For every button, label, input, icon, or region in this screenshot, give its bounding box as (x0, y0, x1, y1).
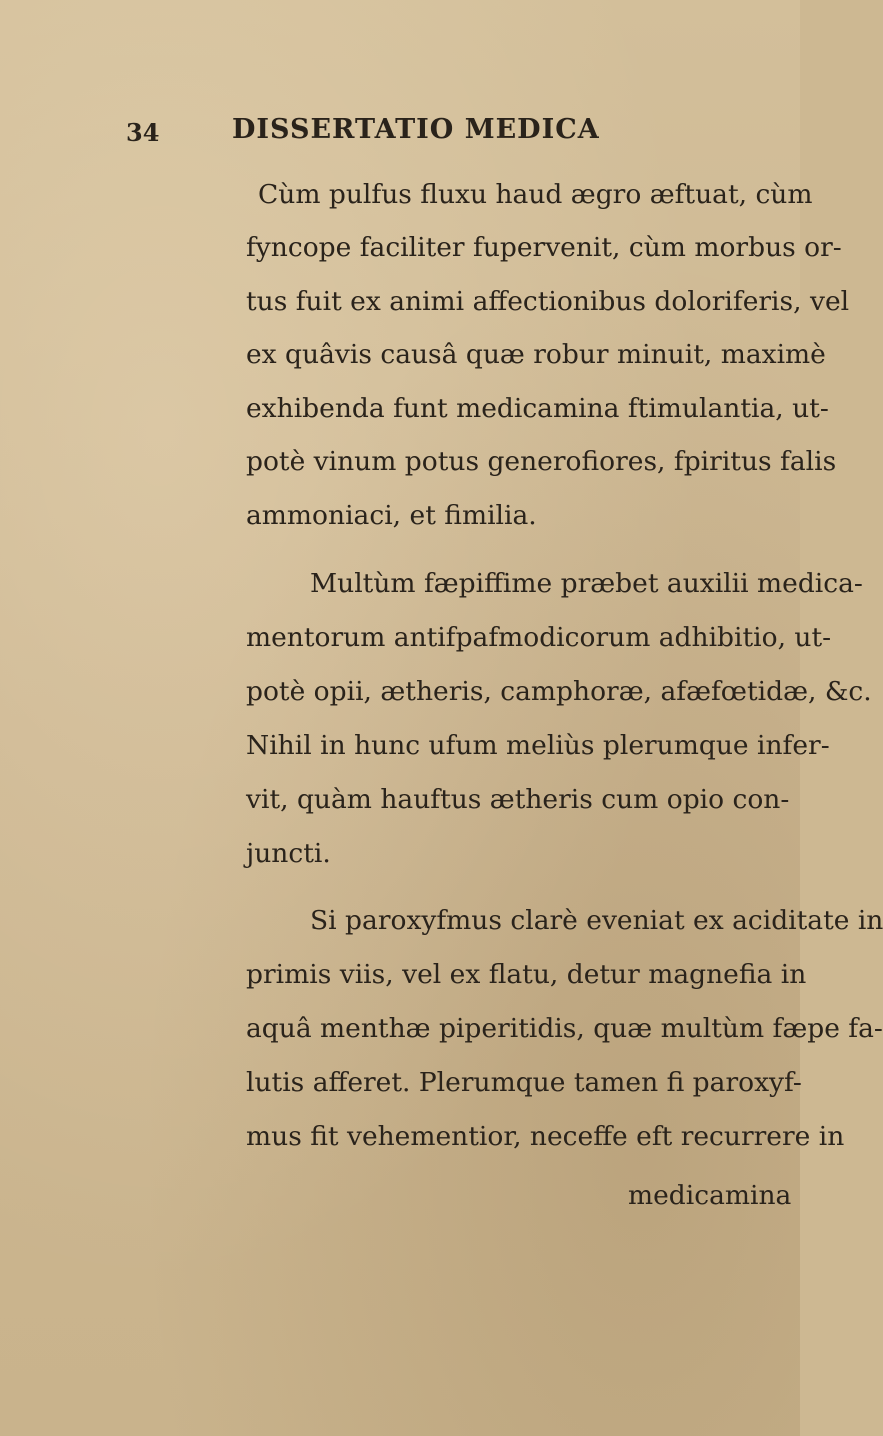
paragraph-1-line-5: exhibenda funt medicamina ftimulantia, ut- (246, 393, 829, 424)
page-number: 34 (126, 118, 160, 147)
paragraph-2-line-1: Multùm fæpiffime præbet auxilii medica- (310, 568, 863, 599)
paragraph-1-line-1: Cùm pulfus fluxu haud ægro æftuat, cùm (258, 179, 813, 210)
paragraph-2-line-4: Nihil in hunc ufum meliùs plerumque infer- (246, 730, 830, 761)
paragraph-3-line-1: Si paroxyfmus clarè eveniat ex aciditate in (310, 905, 883, 936)
paragraph-1-line-7: ammoniaci, et fimilia. (246, 500, 537, 531)
paragraph-3-line-2: primis viis, vel ex flatu, detur magnefia in (246, 959, 807, 990)
paragraph-1-line-3: tus fuit ex animi affectionibus doloriferis, vel (246, 286, 850, 317)
paragraph-2-line-2: mentorum antifpafmodicorum adhibitio, ut- (246, 622, 832, 653)
paragraph-2-line-3: potè opii, ætheris, camphoræ, afæfœtidæ, &c. (246, 676, 872, 707)
paragraph-1-line-2: fyncope faciliter fupervenit, cùm morbus or- (246, 232, 842, 263)
paragraph-2-line-6: juncti. (246, 838, 331, 869)
paragraph-1-line-4: ex quâvis causâ quæ robur minuit, maximè (246, 339, 826, 370)
paragraph-3-line-3: aquâ menthæ piperitidis, quæ multùm fæpe fa- (246, 1013, 883, 1044)
paragraph-3-line-4: lutis afferet. Plerumque tamen fi paroxyf- (246, 1067, 802, 1098)
running-title: DISSERTATIO MEDICA (232, 114, 600, 145)
paragraph-2-line-5: vit, quàm hauftus ætheris cum opio con- (246, 784, 790, 815)
paragraph-1-line-6: potè vinum potus generofiores, fpiritus falis (246, 446, 837, 477)
paragraph-3-line-5: mus fit vehementior, neceffe eft recurrere in (246, 1121, 845, 1152)
catchword: medicamina (628, 1180, 792, 1211)
